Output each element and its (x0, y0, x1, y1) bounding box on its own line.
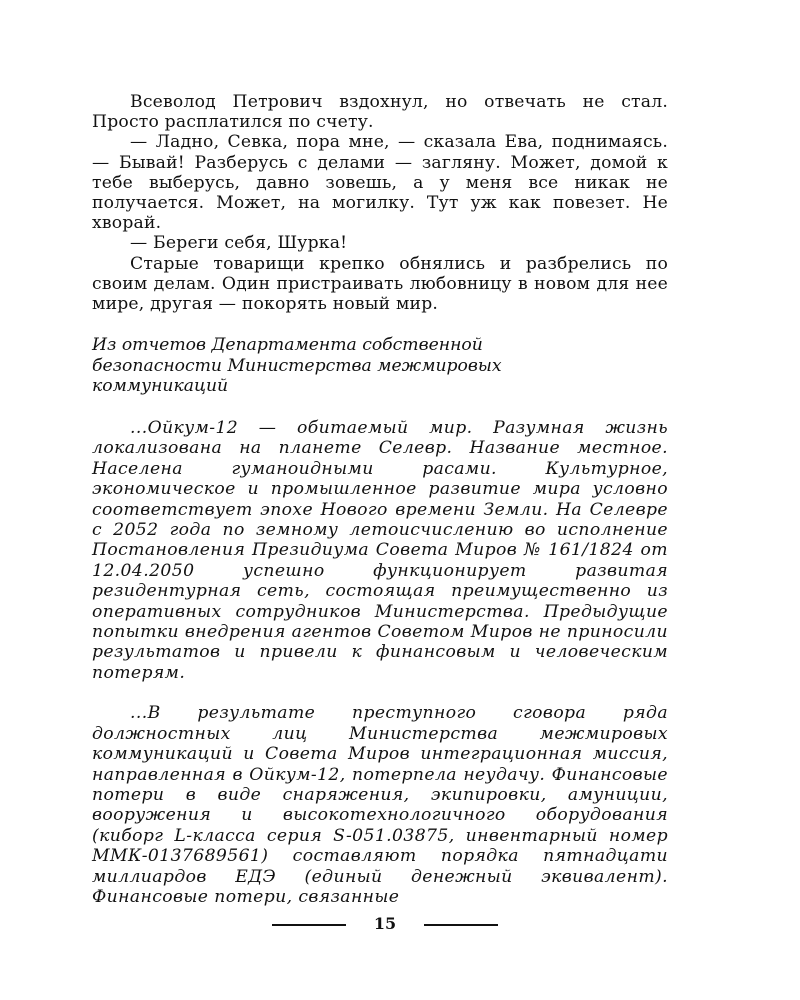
report-paragraph: ...В результате преступного сговора ряда должностных лиц Министерства межмировых коммуникаций и Совета Миров интеграционная миссия, направленная в Ойкум-12, потерпела неудачу. Финансовые потери в виде снаряжения, экипировки, амуниции, вооружения и высокотехнологичного оборудования (киборг L-класса серия S-051.03875, инвентарный номер ММК-0137689561) составляют порядка пятнадцати миллиардов ЕДЭ (единый денежный эквивалент). Финансовые потери, связанные (92, 703, 668, 907)
page-footer (0, 912, 800, 936)
footer-rule-right (424, 924, 498, 926)
page-number: 15 (373, 914, 397, 933)
narrative-text (92, 92, 668, 314)
footer-rule-left (272, 924, 346, 926)
book-page (92, 92, 668, 907)
report-excerpt-1 (92, 418, 668, 683)
narrative-paragraph: — Береги себя, Шурка! (130, 233, 348, 254)
report-heading-line: безопасности Министерства межмировых (92, 355, 502, 376)
narrative-paragraph: Старые товарищи крепко обнялись и разбрелись по своим делам. Один пристраивать любовницу в новом для нее мире, другая — покорять новый мир. (92, 253, 668, 315)
narrative-paragraph: Всеволод Петрович вздохнул, но отвечать не стал. Просто расплатился по счету. (92, 92, 668, 133)
report-heading (92, 335, 622, 397)
report-excerpt-2 (92, 703, 668, 907)
report-heading-line: коммуникаций (92, 376, 229, 397)
report-heading-line: Из отчетов Департамента собственной (92, 335, 483, 356)
report-paragraph: ...Ойкум-12 — обитаемый мир. Разумная жизнь локализована на планете Селевр. Название местное. Населена гуманоидными расами. Культурное, экономическое и промышленное развитие мира условно соответствует эпохе Нового времени Земли. На Селевре с 2052 года по земному летоисчислению во исполнение Постановления Президиума Совета Миров № 161/1824 от 12.04.2050 успешно функционирует развитая резидентурная сеть, состоящая преимущественно из оперативных сотрудников Министерства. Предыдущие попытки внедрения агентов Советом Миров не приносили результатов и привели к финансовым и человеческим потерям. (92, 418, 668, 683)
narrative-paragraph: — Ладно, Севка, пора мне, — сказала Ева, поднимаясь. — Бывай! Разберусь с делами — загляну. Может, домой к тебе выберусь, давно зовешь, а у меня все никак не получается. Может, на могилку. Тут уж как повезет. Не хворай. (92, 132, 668, 234)
